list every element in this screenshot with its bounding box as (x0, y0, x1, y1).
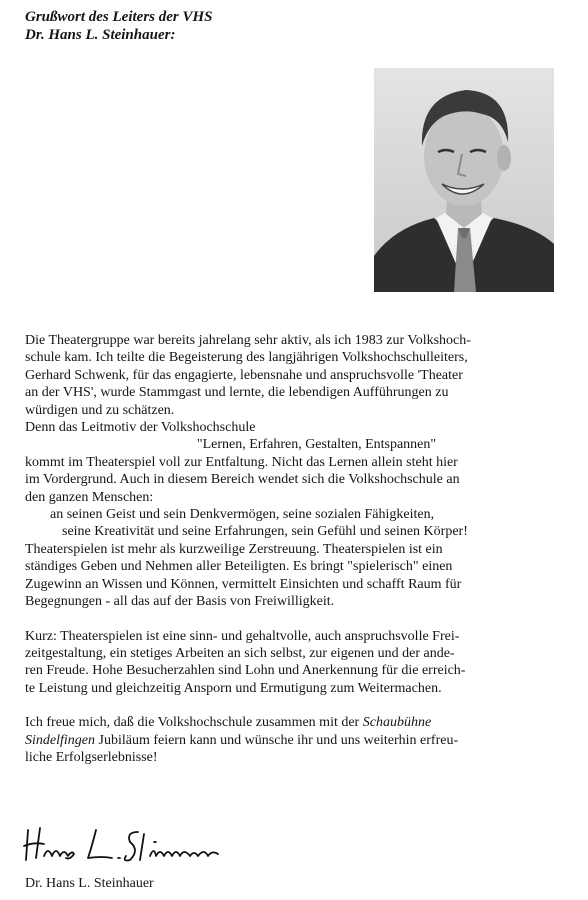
text-line: Zugewinn an Wissen und Können, vermittelt Einsichten und schafft Raum für (25, 576, 462, 592)
text-line: würdigen und zu schätzen. (25, 402, 175, 418)
indented-line: seine Kreativität und seine Erfahrungen, sein Gefühl und seinen Körper! (62, 524, 468, 540)
portrait-illustration (374, 68, 554, 292)
text-emphasis: Sindelfingen (25, 732, 95, 748)
portrait-photo (374, 68, 554, 292)
text-line: kommt im Theaterspiel voll zur Entfaltung. Nicht das Lernen allein steht hier (25, 454, 458, 470)
text-line: Gerhard Schwenk, für das engagierte, lebensnahe und anspruchsvolle 'Theater (25, 367, 463, 383)
text-line: ständiges Geben und Nehmen aller Beteiligten. Es bringt "spielerisch" einen (25, 559, 453, 575)
heading-author: Dr. Hans L. Steinhauer: (25, 27, 176, 43)
text-emphasis: Schaubühne (362, 715, 432, 731)
heading-title: Grußwort des Leiters der VHS (25, 9, 213, 25)
text-line (25, 732, 573, 749)
text-line: Kurz: Theaterspielen ist eine sinn- und gehaltvolle, auch anspruchsvolle Frei- (25, 628, 460, 644)
text-line: liche Erfolgserlebnisse! (25, 749, 158, 765)
text-line: an der VHS', wurde Stammgast und lernte, die lebendigen Aufführungen zu (25, 385, 449, 401)
text-span: Ich freue mich, daß die Volkshochschule zusammen mit der (25, 715, 363, 731)
handwritten-signature (22, 820, 252, 868)
heading (25, 8, 213, 44)
text-line: Theaterspielen ist mehr als kurzweilige Zerstreuung. Theaterspielen ist ein (25, 541, 443, 557)
letter-body (25, 332, 573, 766)
text-line: ren Freude. Hohe Besucherzahlen sind Lohn und Anerkennung für die erreich- (25, 663, 466, 679)
text-line: schule kam. Ich teilte die Begeisterung des langjährigen Volkshochschulleiters, (25, 350, 468, 366)
text-line: Die Theatergruppe war bereits jahrelang sehr aktiv, als ich 1983 zur Volkshoch- (25, 333, 471, 348)
text-line: den ganzen Menschen: (25, 489, 154, 505)
text-line: te Leistung und gleichzeitig Ansporn und Ermutigung zum Weitermachen. (25, 680, 442, 696)
text-line: Begegnungen - all das auf der Basis von Freiwilligkeit. (25, 594, 335, 610)
text-line: zeitgestaltung, ein stetiges Arbeiten an sich selbst, zur eigenen und der ande- (25, 645, 455, 661)
indented-line: an seinen Geist und sein Denkvermögen, seine sozialen Fähigkeiten, (50, 507, 435, 523)
paragraph-gap (25, 611, 573, 628)
signer-name: Dr. Hans L. Steinhauer (25, 876, 154, 891)
motto-line: "Lernen, Erfahren, Gestalten, Entspannen" (196, 437, 437, 453)
text-line (25, 714, 573, 731)
text-line: Denn das Leitmotiv der Volkshochschule (25, 420, 256, 436)
text-span: Jubiläum feiern kann und wünsche ihr und uns weiterhin erfreu- (95, 732, 459, 748)
text-line: im Vordergrund. Auch in diesem Bereich wendet sich die Volkshochschule an (25, 472, 460, 488)
paragraph-gap (25, 697, 573, 714)
signature-graphic (22, 820, 252, 868)
